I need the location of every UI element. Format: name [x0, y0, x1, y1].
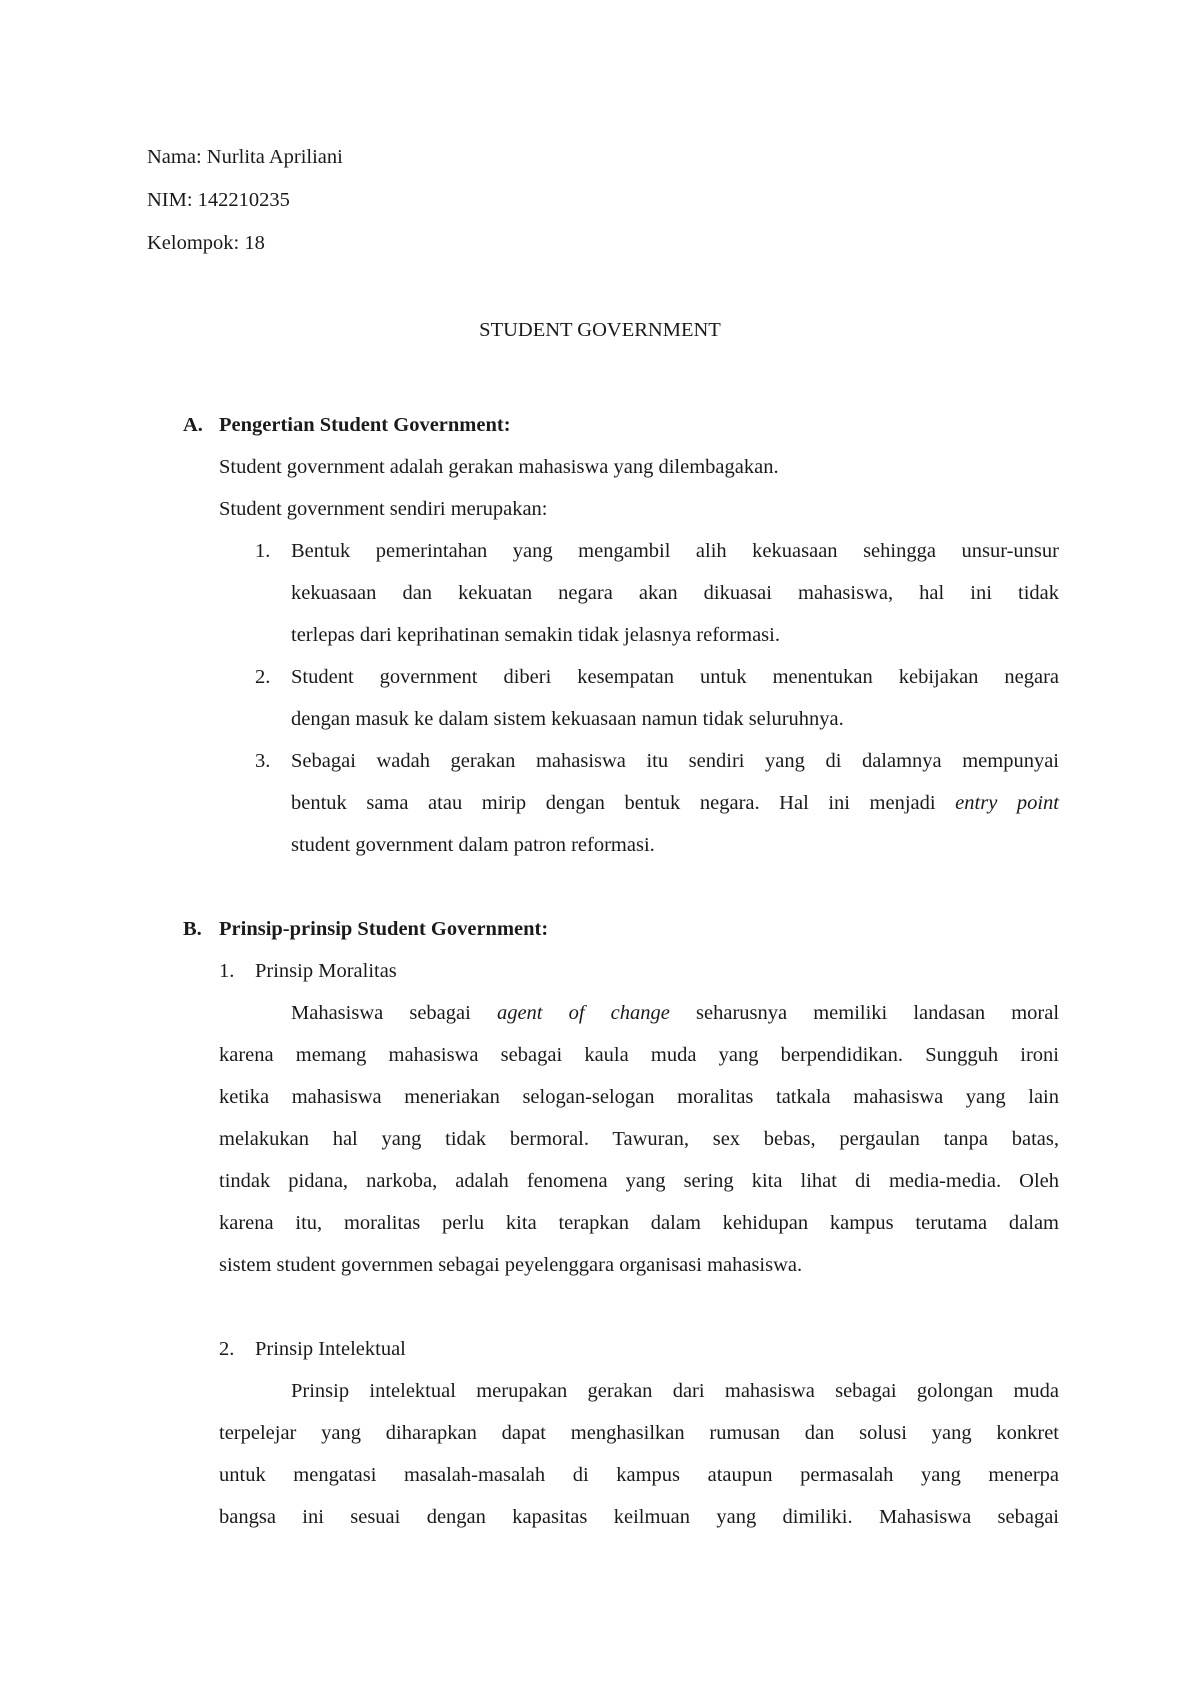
section-a-item-3-line: Sebagai wadah gerakan mahasiswa itu sendiri yang di dalamnya mempunyai [291, 750, 1059, 772]
section-a-intro-2: Student government sendiri merupakan: [219, 498, 548, 520]
section-b-item-1-number: 1. [219, 960, 235, 982]
section-a-item-1-line: kekuasaan dan kekuatan negara akan dikuasai mahasiswa, hal ini tidak [291, 582, 1059, 604]
paragraph-line: karena memang mahasiswa sebagai kaula muda yang berpendidikan. Sungguh ironi [219, 1044, 1059, 1066]
section-b-item-1-title: Prinsip Moralitas [255, 960, 397, 982]
paragraph-line: sistem student governmen sebagai peyelenggara organisasi mahasiswa. [219, 1254, 803, 1276]
paragraph-line: terpelejar yang diharapkan dapat menghasilkan rumusan dan solusi yang konkret [219, 1422, 1059, 1444]
document-title: STUDENT GOVERNMENT [479, 319, 721, 341]
section-a-marker: A. [183, 414, 203, 436]
paragraph-line: tindak pidana, narkoba, adalah fenomena yang sering kita lihat di media-media. Oleh [219, 1170, 1059, 1192]
emphasis-entry-point: entry point [955, 792, 1060, 814]
paragraph-line: untuk mengatasi masalah-masalah di kampus ataupun permasalah yang menerpa [219, 1464, 1059, 1486]
line-text: Mahasiswa sebagai [291, 1002, 471, 1024]
section-a-item-1-line: Bentuk pemerintahan yang mengambil alih kekuasaan sehingga unsur-unsur [291, 540, 1059, 562]
section-b-heading: Prinsip-prinsip Student Government: [219, 918, 549, 940]
emphasis-agent-of-change: agent of change [496, 1002, 670, 1024]
section-a-item-2-line: Student government diberi kesempatan untuk menentukan kebijakan negara [291, 666, 1059, 688]
section-a-item-2-number: 2. [255, 666, 271, 688]
section-b-item-2-number: 2. [219, 1338, 235, 1360]
paragraph-line: ketika mahasiswa meneriakan selogan-selogan moralitas tatkala mahasiswa yang lain [219, 1086, 1059, 1108]
section-b-marker: B. [183, 918, 202, 940]
section-a-intro-1: Student government adalah gerakan mahasiswa yang dilembagakan. [219, 456, 779, 478]
line-text: seharusnya memiliki landasan moral [696, 1002, 1060, 1024]
student-nim: NIM: 142210235 [147, 189, 290, 211]
paragraph-line: melakukan hal yang tidak bermoral. Tawuran, sex bebas, pergaulan tanpa batas, [219, 1128, 1059, 1150]
paragraph-line [291, 1002, 1059, 1025]
paragraph-line: bangsa ini sesuai dengan kapasitas keilmuan yang dimiliki. Mahasiswa sebagai [219, 1506, 1059, 1528]
paragraph-line: karena itu, moralitas perlu kita terapkan dalam kehidupan kampus terutama dalam [219, 1212, 1059, 1234]
section-a-item-2-line: dengan masuk ke dalam sistem kekuasaan namun tidak seluruhnya. [291, 708, 844, 730]
paragraph-line: Prinsip intelektual merupakan gerakan dari mahasiswa sebagai golongan muda [291, 1380, 1059, 1402]
section-a-heading: Pengertian Student Government: [219, 414, 511, 436]
section-a-item-3-line [291, 792, 1059, 815]
line-text: bentuk sama atau mirip dengan bentuk negara. Hal ini menjadi [291, 792, 936, 814]
section-a-item-1-line: terlepas dari keprihatinan semakin tidak jelasnya reformasi. [291, 624, 780, 646]
section-a-item-1-number: 1. [255, 540, 271, 562]
section-a-item-3-line: student government dalam patron reformasi. [291, 834, 655, 856]
student-name: Nama: Nurlita Apriliani [147, 146, 343, 168]
section-b-item-2-title: Prinsip Intelektual [255, 1338, 406, 1360]
section-a-item-3-number: 3. [255, 750, 271, 772]
student-group: Kelompok: 18 [147, 232, 265, 254]
